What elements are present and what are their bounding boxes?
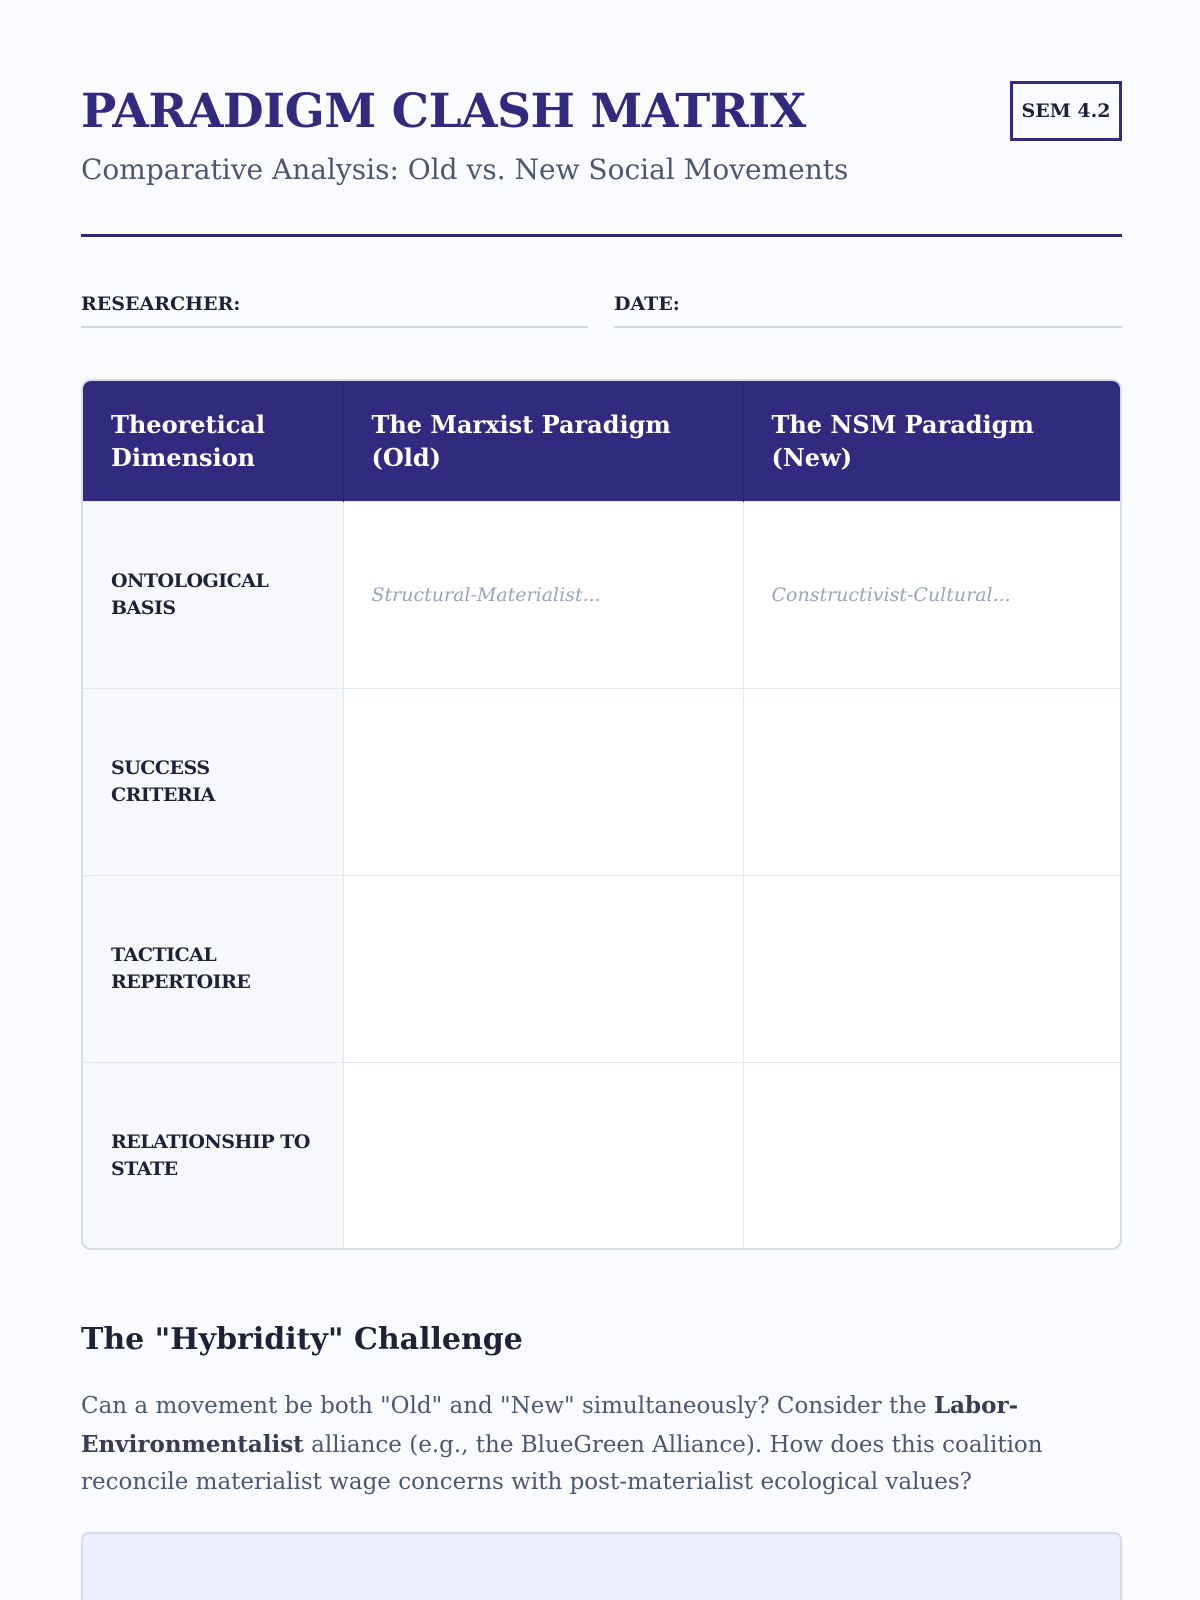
researcher-label: RESEARCHER: [81, 293, 241, 315]
cell-old-success[interactable] [343, 688, 743, 875]
page-subtitle: Comparative Analysis: Old vs. New Social Movements [81, 153, 849, 186]
cell-new-success[interactable] [743, 688, 1122, 875]
row-dimension-label: RELATIONSHIP TO STATE [83, 1062, 343, 1249]
row-dimension-label: SUCCESS CRITERIA [83, 688, 343, 875]
cell-new-tactical[interactable] [743, 875, 1122, 1062]
hybridity-challenge [81, 1320, 1122, 1502]
researcher-field[interactable] [81, 293, 588, 328]
challenge-prompt [81, 1387, 1122, 1502]
cell-old-ontological[interactable]: Structural-Materialist... [343, 501, 743, 688]
challenge-text-before: Can a movement be both "Old" and "New" simultaneously? Consider the [81, 1393, 934, 1419]
paradigm-matrix [81, 379, 1122, 1250]
cell-old-state[interactable] [343, 1062, 743, 1249]
cell-new-state[interactable] [743, 1062, 1122, 1249]
challenge-text-bold: Labor-Environmentalist [81, 1392, 1019, 1458]
page-title: PARADIGM CLASH MATRIX [81, 84, 806, 139]
header-divider [81, 234, 1122, 237]
table-row [83, 688, 1122, 875]
date-field[interactable] [614, 293, 1122, 328]
date-label: DATE: [614, 293, 680, 315]
matrix-table [83, 381, 1122, 1249]
column-header-dimension: Theoretical Dimension [83, 381, 343, 501]
worksheet-page [81, 0, 1122, 1600]
table-row [83, 875, 1122, 1062]
table-row [83, 501, 1122, 688]
cell-new-ontological[interactable]: Constructivist-Cultural... [743, 501, 1122, 688]
column-header-new: The NSM Paradigm (New) [743, 381, 1122, 501]
row-dimension-label: ONTOLOGICAL BASIS [83, 501, 343, 688]
challenge-heading: The "Hybridity" Challenge [81, 1322, 523, 1357]
column-header-old: The Marxist Paradigm (Old) [343, 381, 743, 501]
challenge-text-after: alliance (e.g., the BlueGreen Alliance). How does this coalition reconcile materialist wage concerns with post-materialist ecological values? [81, 1431, 1043, 1495]
cell-old-tactical[interactable] [343, 875, 743, 1062]
header [81, 84, 1122, 238]
matrix-header-row [83, 381, 1122, 501]
session-badge: SEM 4.2 [1010, 81, 1122, 141]
row-dimension-label: TACTICAL REPERTOIRE [83, 875, 343, 1062]
answer-box[interactable] [81, 1532, 1122, 1600]
table-row [83, 1062, 1122, 1249]
